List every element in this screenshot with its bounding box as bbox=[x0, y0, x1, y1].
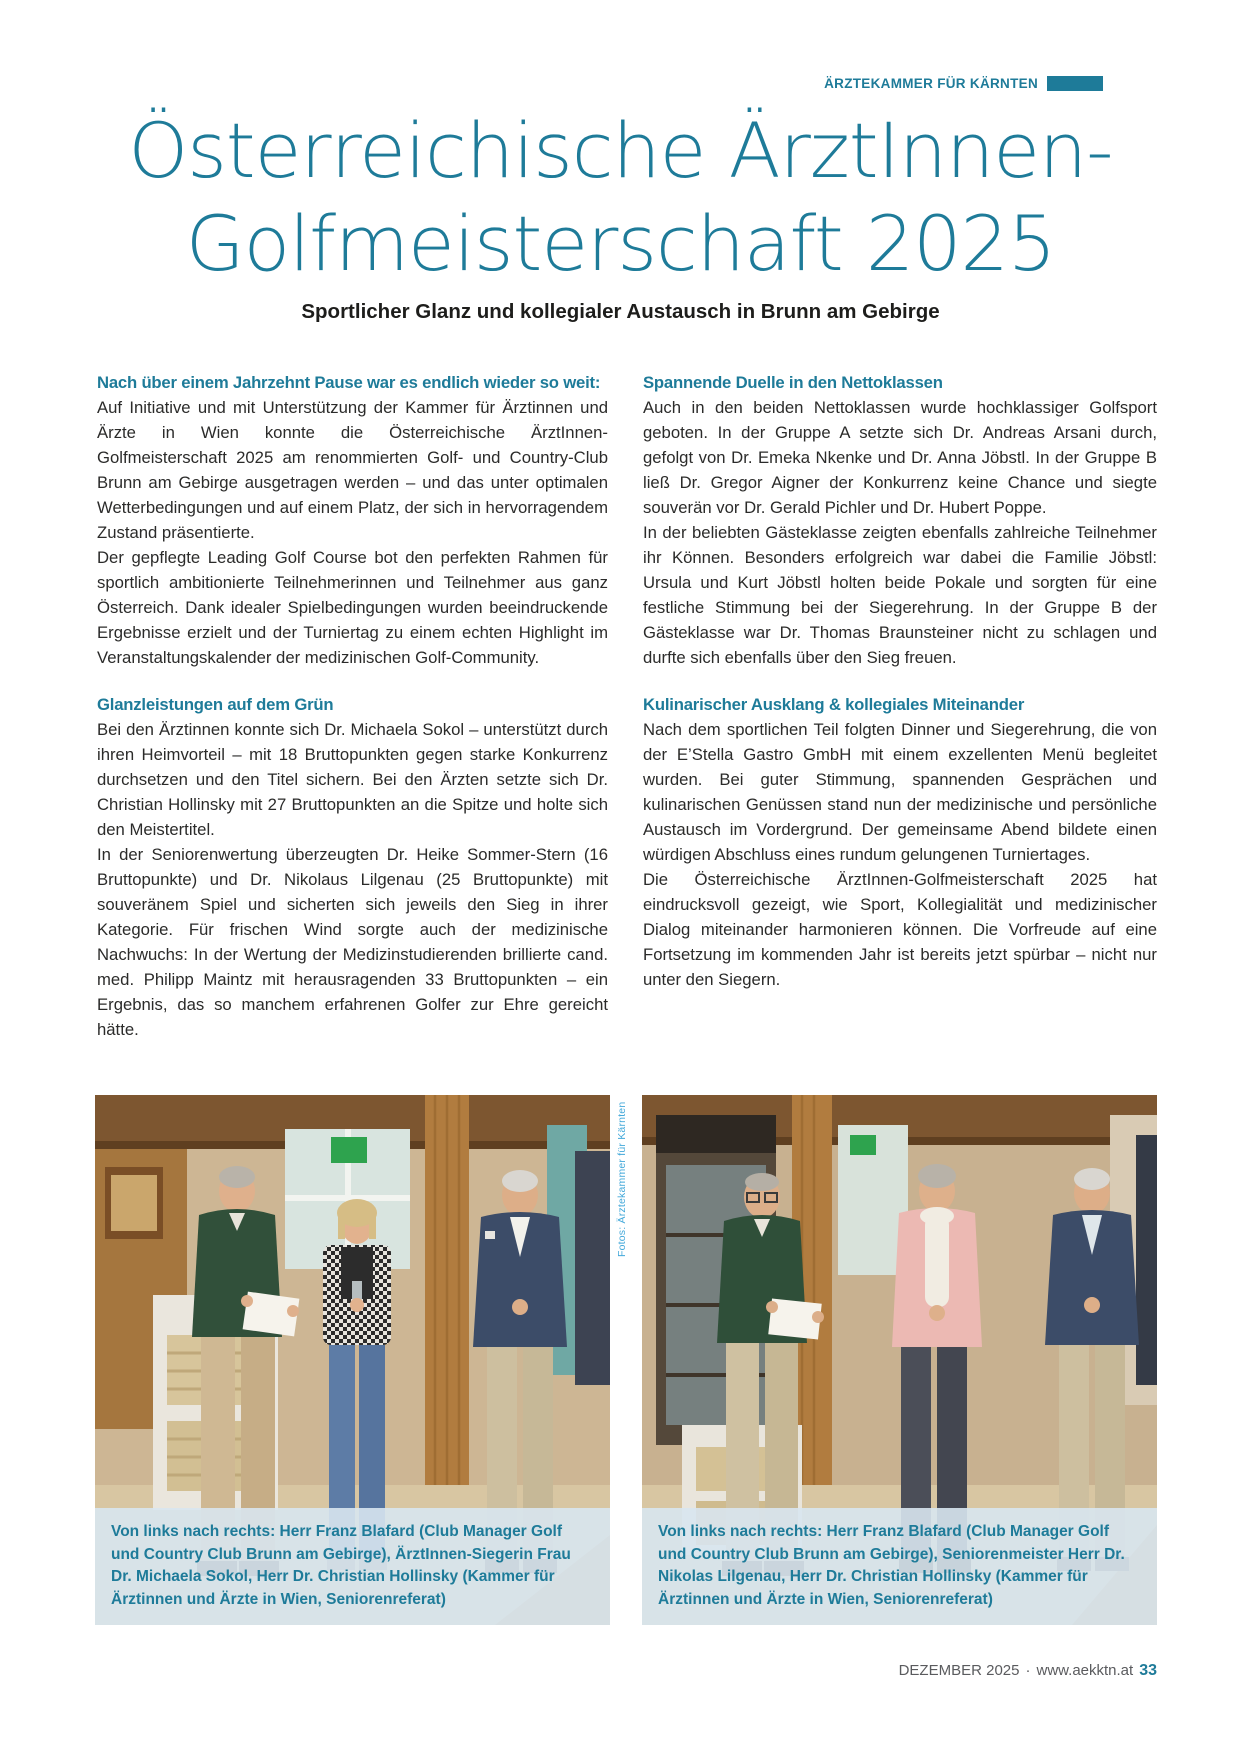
paragraph: Der gepflegte Leading Golf Course bot den perfekten Rahmen für sportlich ambitionierte Teilnehmerinnen und Teilnehmer aus ganz Österreich. Dank idealer Spielbedingungen wurden beeindruckende Ergebnisse erzielt und der Turniertag zu einem echten Highlight im Veranstaltungskalender der medizinischen Golf-Community. bbox=[97, 548, 608, 667]
hanging-jacket bbox=[1136, 1135, 1157, 1385]
paragraph: In der beliebten Gästeklasse zeigten ebenfalls zahlreiche Teilnehmer ihr Können. Besonders erfolgreich war dabei die Familie Jöbstl: Ursula und Kurt Jöbstl holten beide Pokale und sorgten für eine festliche Stimmung bei der Siegerehrung. In der Gruppe B der Gästeklasse war Dr. Thomas Braunsteiner nicht zu schlagen und durfte sich ebenfalls über den Sieg freuen. bbox=[643, 523, 1157, 667]
page-header bbox=[824, 76, 1103, 91]
article-columns bbox=[97, 370, 1157, 1042]
paragraph: Auch in den beiden Nettoklassen wurde hochklassiger Golfsport geboten. In der Gruppe A setzte sich Dr. Andreas Arsani durch, gefolgt von Dr. Emeka Nkenke und Dr. Anna Jöbstl. In der Gruppe B ließ Dr. Gregor Aigner der Konkurrenz keine Chance und siegte souverän vor Dr. Gerald Pichler und Dr. Hubert Poppe. bbox=[643, 398, 1157, 517]
kicker-bar bbox=[1047, 76, 1103, 91]
footer-issue: DEZEMBER 2025 bbox=[898, 1662, 1020, 1679]
paragraph: Bei den Ärztinnen konnte sich Dr. Michaela Sokol – unterstützt durch ihren Heimvorteil – mit 18 Bruttopunkten gegen starke Konkurrenz durchsetzen und den Titel sichern. Bei den Ärzten setzte sich Dr. Christian Hollinsky mit 27 Bruttopunkten an die Spitze und holte sich den Meistertitel. bbox=[97, 720, 608, 839]
article-column-left bbox=[97, 370, 608, 1042]
page-title-line2: Golfmeisterschaft 2025 bbox=[185, 199, 1056, 288]
page-title-line1: Österreichische ÄrztInnen- bbox=[128, 106, 1113, 195]
section-heading-kulinarisch: Kulinarischer Ausklang & kollegiales Miteinander bbox=[643, 695, 1025, 714]
section-heading-glanzleistungen: Glanzleistungen auf dem Grün bbox=[97, 695, 334, 714]
paragraph: Nach dem sportlichen Teil folgten Dinner und Siegerehrung, die von der E’Stella Gastro GmbH mit einem exzellenten Menü begleitet wurden. Bei guter Stimmung, spannenden Gesprächen und kulinarischen Genüssen stand nun der medizinische und persönliche Austausch im Vordergrund. Der gemeinsame Abend bildete einen würdigen Abschluss eines rundum gelungenen Turniertages. bbox=[643, 720, 1157, 864]
article-column-right bbox=[643, 370, 1157, 1042]
footer-website: www.aekktn.at bbox=[1036, 1662, 1134, 1679]
hanging-jackets bbox=[575, 1151, 610, 1385]
photo-credit: Fotos: Ärztekammer für Kärnten bbox=[616, 1101, 628, 1257]
page-footer bbox=[899, 1662, 1157, 1680]
scarf bbox=[925, 1215, 949, 1307]
page-number: 33 bbox=[1139, 1662, 1157, 1679]
photo-left-award-ceremony bbox=[95, 1095, 610, 1625]
exit-sign bbox=[850, 1135, 876, 1155]
paragraph: In der Seniorenwertung überzeugten Dr. Heike Sommer-Stern (16 Bruttopunkte) und Dr. Nikolaus Lilgenau (25 Bruttopunkte) mit souveränem Spiel und sicherten sich jeweils den Sieg in ihrer Kategorie. Für frischen Wind sorgte auch der medizinische Nachwuchs: In der Wertung der Medizinstudierenden brillierte cand. med. Philipp Maintz mit herausragenden 33 Bruttopunkten – ein Ergebnis, das so manchem erfahrenen Golfer zur Ehre gereicht hätte. bbox=[97, 845, 608, 1039]
exit-sign bbox=[331, 1137, 367, 1163]
kicker-label: ÄRZTEKAMMER FÜR KÄRNTEN bbox=[824, 76, 1038, 91]
paragraph: Die Österreichische ÄrztInnen-Golfmeisterschaft 2025 hat eindrucksvoll gezeigt, wie Sport, Kollegialität und medizinischer Dialog miteinander harmonieren können. Die Vorfreude auf eine Fortsetzung im kommenden Jahr ist bereits jetzt spürbar – nicht nur unter den Siegern. bbox=[643, 870, 1157, 989]
page-subtitle: Sportlicher Glanz und kollegialer Austausch in Brunn am Gebirge bbox=[301, 300, 940, 323]
page-title bbox=[40, 104, 1201, 290]
photo-left-caption: Von links nach rechts: Herr Franz Blafard (Club Manager Golf und Country Club Brunn am Gebirge), ÄrztInnen-Siegerin Frau Dr. Michaela Sokol, Herr Dr. Christian Hollinsky (Kammer für Ärztinnen und Ärzte in Wien, Seniorenreferat) bbox=[95, 1508, 610, 1625]
section-heading-nettoklassen: Spannende Duelle in den Nettoklassen bbox=[643, 373, 943, 392]
photo-right-award-ceremony bbox=[642, 1095, 1157, 1625]
section-heading-lead: Nach über einem Jahrzehnt Pause war es endlich wieder so weit: bbox=[97, 373, 601, 392]
footer-separator: · bbox=[1025, 1662, 1031, 1679]
paragraph: Auf Initiative und mit Unterstützung der Kammer für Ärztinnen und Ärzte in Wien konnte die Österreichische ÄrztInnen-Golfmeisterschaft 2025 am renommierten Golf- und Country-Club Brunn am Gebirge ausgetragen werden – und das unter optimalen Wetterbedingungen und auf einem Platz, der sich in hervorragendem Zustand präsentierte. bbox=[97, 398, 608, 542]
photo-right-caption: Von links nach rechts: Herr Franz Blafard (Club Manager Golf und Country Club Brunn am Gebirge), Seniorenmeister Herr Dr. Nikolas Lilgenau, Herr Dr. Christian Hollinsky (Kammer für Ärztinnen und Ärzte in Wien, Seniorenreferat) bbox=[642, 1508, 1157, 1625]
